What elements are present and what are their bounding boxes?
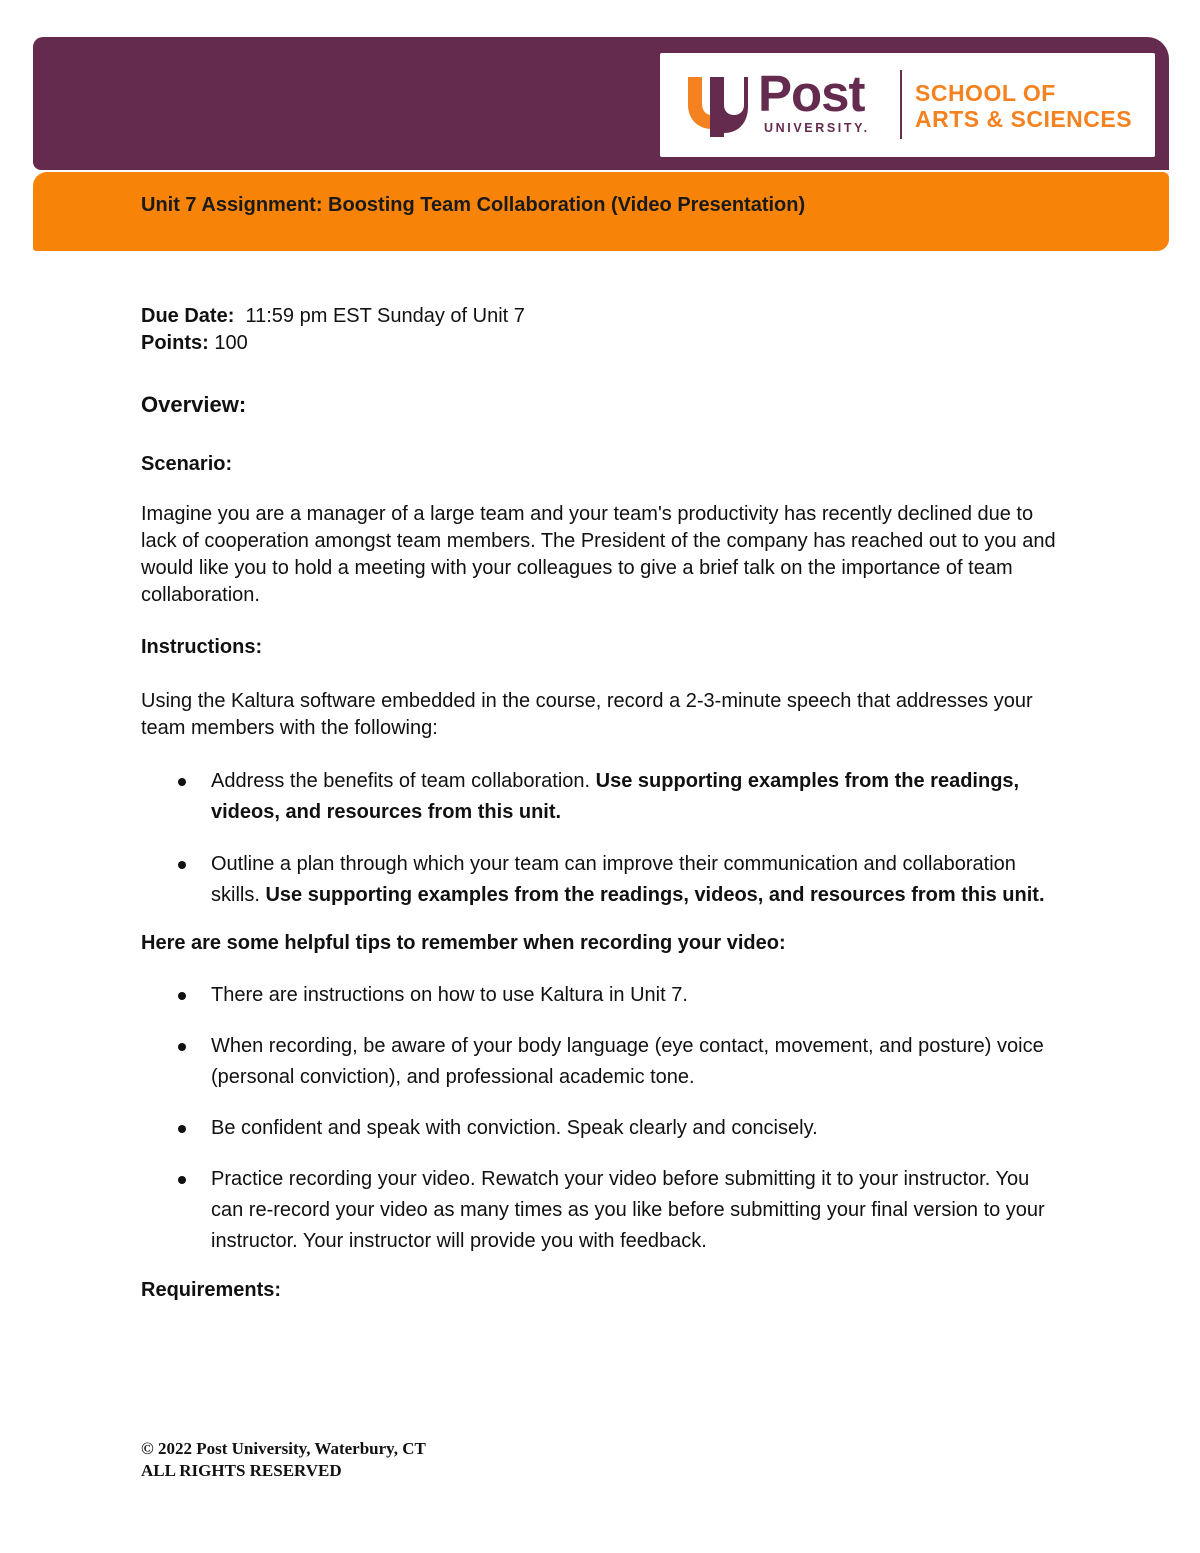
bullet-icon [178, 1176, 186, 1184]
list-item-text: Outline a plan through which your team can improve their communication and collaboration skills. [211, 853, 1016, 906]
assignment-title: Unit 7 Assignment: Boosting Team Collaboration (Video Presentation) [141, 194, 806, 216]
instruction-list [141, 766, 1061, 911]
list-item [141, 1031, 1061, 1093]
scenario-heading: Scenario: [141, 453, 233, 475]
copyright-text: © 2022 Post University, Waterbury, CT [141, 1439, 426, 1458]
bullet-icon [178, 992, 186, 1000]
requirements-heading: Requirements: [141, 1279, 282, 1301]
document-body [141, 303, 1061, 1304]
list-item [141, 766, 1061, 828]
due-date-line [141, 303, 1061, 330]
list-item-text: Address the benefits of team collaboration. [211, 770, 596, 792]
points-line [141, 330, 1061, 357]
due-date-label: Due Date: [141, 305, 235, 327]
list-item [141, 1113, 1061, 1144]
overview-heading: Overview: [141, 392, 247, 417]
footer [141, 1438, 426, 1482]
instructions-heading: Instructions: [141, 636, 263, 658]
points-value: 100 [214, 332, 248, 354]
tips-list [141, 980, 1061, 1257]
school-name-line-1: SCHOOL OF [915, 80, 1056, 106]
tips-heading: Here are some helpful tips to remember when recording your video: [141, 932, 786, 954]
list-item-text: Be confident and speak with conviction. Speak clearly and concisely. [211, 1117, 818, 1139]
list-item [141, 980, 1061, 1011]
rights-text: ALL RIGHTS RESERVED [141, 1461, 342, 1480]
list-item [141, 1164, 1061, 1257]
scenario-paragraph: Imagine you are a manager of a large team and your team's productivity has recently declined due to lack of cooperation amongst team members. The President of the company has reached out to you and would like you to hold a meeting with your colleagues to give a brief talk on the importance of team collaboration. [141, 503, 1056, 606]
points-label: Points: [141, 332, 209, 354]
list-item-bold-text: Use supporting examples from the readings, videos, and resources from this unit. [211, 770, 1020, 823]
logo-wordmark: Post [758, 65, 865, 122]
list-item-bold-text: Use supporting examples from the readings, videos, and resources from this unit. [265, 884, 1045, 906]
list-item-text: When recording, be aware of your body language (eye contact, movement, and posture) voice (personal conviction), and professional academic tone. [211, 1035, 1044, 1088]
bullet-icon [178, 1043, 186, 1051]
bullet-icon [178, 1125, 186, 1133]
bullet-icon [178, 778, 186, 786]
due-date-value: 11:59 pm EST Sunday of Unit 7 [245, 305, 525, 327]
school-name-line-2: ARTS & SCIENCES [915, 106, 1133, 132]
post-university-logo-icon [684, 71, 748, 137]
list-item [141, 849, 1061, 911]
school-name [915, 80, 1132, 132]
logo-divider [900, 70, 902, 139]
instructions-paragraph: Using the Kaltura software embedded in the course, record a 2-3-minute speech that addresses your team members with the following: [141, 690, 1033, 739]
list-item-text: Practice recording your video. Rewatch your video before submitting it to your instructor. You can re-record your video as many times as you like before submitting your final version to your instructor. Your instructor will provide you with feedback. [211, 1168, 1045, 1252]
list-item-text: There are instructions on how to use Kaltura in Unit 7. [211, 984, 688, 1006]
bullet-icon [178, 861, 186, 869]
logo-subtext: UNIVERSITY. [764, 121, 870, 135]
